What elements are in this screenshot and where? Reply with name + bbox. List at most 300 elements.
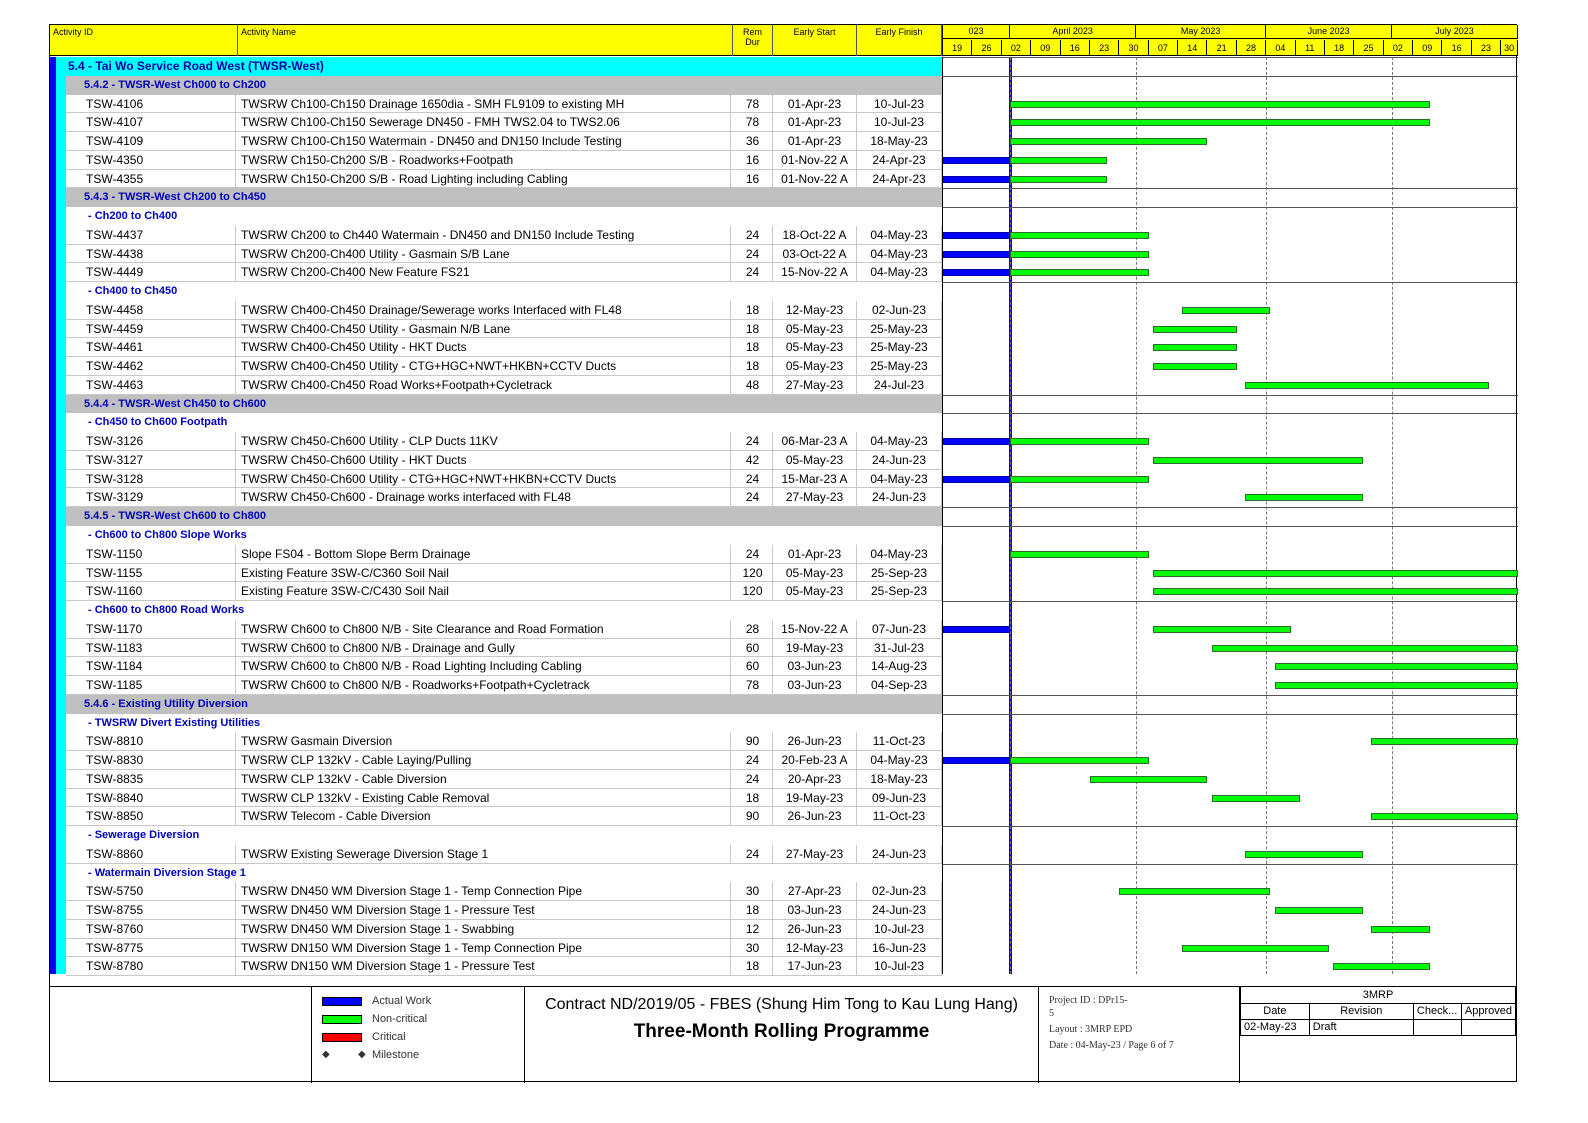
activity-finish: 24-Jun-23 <box>857 845 942 864</box>
activity-finish: 25-May-23 <box>857 338 942 357</box>
wbs-label: - Ch200 to Ch400 <box>88 210 178 223</box>
col-rem-dur[interactable]: Rem Dur <box>733 25 773 56</box>
activity-id: TSW-4350 <box>86 151 236 170</box>
activity-dur: 24 <box>733 751 773 770</box>
activity-name: TWSRW DN450 WM Diversion Stage 1 - Temp Connection Pipe <box>241 882 731 901</box>
noncritical-bar[interactable] <box>1010 476 1149 483</box>
actual-swatch <box>322 997 362 1006</box>
noncritical-bar[interactable] <box>1010 251 1149 258</box>
noncritical-bar[interactable] <box>1153 326 1237 333</box>
noncritical-bar[interactable] <box>1153 363 1237 370</box>
activity-name: Slope FS04 - Bottom Slope Berm Drainage <box>241 545 731 564</box>
activity-row[interactable] <box>66 470 942 489</box>
week-label: 14 <box>1178 40 1207 56</box>
month-gridline <box>1266 57 1267 974</box>
actual-work-bar[interactable] <box>943 757 1010 764</box>
activity-dur: 90 <box>733 807 773 826</box>
activity-finish: 04-May-23 <box>857 751 942 770</box>
activity-row[interactable] <box>66 263 942 282</box>
activity-start: 17-Jun-23 <box>773 957 857 976</box>
actual-work-bar[interactable] <box>943 232 1010 239</box>
activity-row[interactable] <box>66 957 942 976</box>
rev-approved <box>1461 1019 1515 1035</box>
activity-start: 01-Apr-23 <box>773 132 857 151</box>
activity-id: TSW-3129 <box>86 488 236 507</box>
activity-id: TSW-8830 <box>86 751 236 770</box>
noncritical-bar[interactable] <box>1275 682 1518 689</box>
wbs-label: - Watermain Diversion Stage 1 <box>88 866 246 879</box>
activity-id: TSW-4106 <box>86 95 236 114</box>
week-label: 23 <box>1472 40 1501 56</box>
activity-finish: 24-Jul-23 <box>857 376 942 395</box>
activity-id: TSW-1155 <box>86 564 236 583</box>
activity-name: Existing Feature 3SW-C/C430 Soil Nail <box>241 582 731 601</box>
activity-row[interactable] <box>66 95 942 114</box>
activity-id: TSW-8835 <box>86 770 236 789</box>
activity-row[interactable] <box>66 451 942 470</box>
noncritical-swatch <box>322 1015 362 1024</box>
activity-row[interactable] <box>66 564 942 583</box>
activity-row[interactable] <box>66 845 942 864</box>
month-label: 023 <box>943 25 1010 39</box>
activity-start: 01-Nov-22 A <box>773 170 857 189</box>
activity-id: TSW-4449 <box>86 263 236 282</box>
activity-name: TWSRW Ch450-Ch600 - Drainage works interfaced with FL48 <box>241 488 731 507</box>
activity-finish: 11-Oct-23 <box>857 807 942 826</box>
week-label: 09 <box>1413 40 1442 56</box>
activity-row[interactable] <box>66 657 942 676</box>
actual-work-bar[interactable] <box>943 269 1010 276</box>
activity-dur: 90 <box>733 732 773 751</box>
wbs-band-level3[interactable] <box>66 526 942 545</box>
wbs-label: - Ch450 to Ch600 Footpath <box>88 416 228 429</box>
activity-row[interactable] <box>66 732 942 751</box>
activity-finish: 18-May-23 <box>857 132 942 151</box>
noncritical-bar[interactable] <box>1212 645 1518 652</box>
activity-id: TSW-4458 <box>86 301 236 320</box>
noncritical-bar[interactable] <box>1010 438 1149 445</box>
activity-dur: 24 <box>733 226 773 245</box>
noncritical-bar[interactable] <box>1245 851 1363 858</box>
activity-dur: 18 <box>733 901 773 920</box>
activity-name: TWSRW Ch200-Ch400 New Feature FS21 <box>241 263 731 282</box>
activity-start: 26-Jun-23 <box>773 732 857 751</box>
title-block <box>525 987 1039 1083</box>
actual-work-bar[interactable] <box>943 626 1010 633</box>
activity-dur: 24 <box>733 245 773 264</box>
activity-start: 03-Oct-22 A <box>773 245 857 264</box>
wbs-label: - Ch600 to Ch800 Road Works <box>88 604 245 617</box>
noncritical-bar[interactable] <box>1090 776 1208 783</box>
activity-dur: 42 <box>733 451 773 470</box>
activity-id: TSW-4437 <box>86 226 236 245</box>
activity-row[interactable] <box>66 620 942 639</box>
activity-finish: 02-Jun-23 <box>857 882 942 901</box>
activity-start: 01-Apr-23 <box>773 545 857 564</box>
activity-start: 15-Mar-23 A <box>773 470 857 489</box>
actual-work-bar[interactable] <box>943 157 1010 164</box>
activity-start: 27-May-23 <box>773 376 857 395</box>
activity-row[interactable] <box>66 132 942 151</box>
activity-id: TSW-5750 <box>86 882 236 901</box>
activity-finish: 24-Apr-23 <box>857 170 942 189</box>
activity-start: 01-Nov-22 A <box>773 151 857 170</box>
activity-row[interactable] <box>66 357 942 376</box>
activity-dur: 24 <box>733 432 773 451</box>
info-block <box>1039 987 1240 1083</box>
activity-id: TSW-1184 <box>86 657 236 676</box>
activity-row[interactable] <box>66 901 942 920</box>
legend-milestone-label: Milestone <box>372 1049 420 1061</box>
activity-row[interactable] <box>66 245 942 264</box>
activity-finish: 24-Apr-23 <box>857 151 942 170</box>
month-gridline <box>1392 57 1393 974</box>
rev-revision: Draft <box>1309 1019 1413 1035</box>
activity-row[interactable] <box>66 376 942 395</box>
noncritical-bar[interactable] <box>1182 307 1270 314</box>
noncritical-bar[interactable] <box>1245 382 1488 389</box>
activity-dur: 28 <box>733 620 773 639</box>
band-separator <box>943 57 1518 58</box>
activity-start: 27-Apr-23 <box>773 882 857 901</box>
noncritical-bar[interactable] <box>1182 945 1329 952</box>
week-label: 04 <box>1266 40 1295 56</box>
activity-start: 06-Mar-23 A <box>773 432 857 451</box>
legend-critical-label: Critical <box>372 1031 406 1043</box>
contract-title: Contract ND/2019/05 - FBES (Shung Him Tong to Kau Lung Hang) <box>545 996 1018 1013</box>
activity-name: TWSRW Ch400-Ch450 Utility - HKT Ducts <box>241 338 731 357</box>
activity-id: TSW-1160 <box>86 582 236 601</box>
activity-finish: 04-May-23 <box>857 545 942 564</box>
activity-dur: 30 <box>733 939 773 958</box>
activity-start: 12-May-23 <box>773 939 857 958</box>
week-label: 16 <box>1442 40 1471 56</box>
activity-dur: 36 <box>733 132 773 151</box>
activity-name: TWSRW Gasmain Diversion <box>241 732 731 751</box>
band-separator <box>943 395 1518 396</box>
activity-name: TWSRW Telecom - Cable Diversion <box>241 807 731 826</box>
revision-table <box>1240 987 1516 1036</box>
activity-dur: 18 <box>733 320 773 339</box>
band-separator <box>943 507 1518 508</box>
activity-start: 26-Jun-23 <box>773 920 857 939</box>
noncritical-bar[interactable] <box>1371 738 1518 745</box>
activity-id: TSW-1170 <box>86 620 236 639</box>
wbs-band-level3[interactable] <box>66 864 942 883</box>
activity-name: TWSRW CLP 132kV - Existing Cable Removal <box>241 789 731 808</box>
week-label: 23 <box>1090 40 1119 56</box>
activity-start: 15-Nov-22 A <box>773 620 857 639</box>
activity-id: TSW-4109 <box>86 132 236 151</box>
activity-name: TWSRW Ch450-Ch600 Utility - CTG+HGC+NWT+HKBN+CCTV Ducts <box>241 470 731 489</box>
band-separator <box>943 714 1518 715</box>
activity-start: 20-Apr-23 <box>773 770 857 789</box>
week-label: 30 <box>1119 40 1148 56</box>
wbs-label: - Ch400 to Ch450 <box>88 285 178 298</box>
activity-name: TWSRW CLP 132kV - Cable Laying/Pulling <box>241 751 731 770</box>
activity-dur: 48 <box>733 376 773 395</box>
noncritical-bar[interactable] <box>1010 157 1107 164</box>
noncritical-bar[interactable] <box>1153 457 1363 464</box>
wbs-label: - Ch600 to Ch800 Slope Works <box>88 529 247 541</box>
week-label: 21 <box>1207 40 1236 56</box>
col-early-finish[interactable]: Early Finish <box>857 25 942 56</box>
activity-row[interactable] <box>66 301 942 320</box>
wbs-label: - TWSRW Divert Existing Utilities <box>88 716 261 729</box>
band-separator <box>943 207 1518 208</box>
band-separator <box>943 601 1518 602</box>
activity-name: Existing Feature 3SW-C/C360 Soil Nail <box>241 564 731 583</box>
activity-finish: 10-Jul-23 <box>857 113 942 132</box>
activity-dur: 16 <box>733 170 773 189</box>
activity-row[interactable] <box>66 320 942 339</box>
band-separator <box>943 188 1518 189</box>
activity-id: TSW-1183 <box>86 639 236 658</box>
noncritical-bar[interactable] <box>1371 926 1430 933</box>
activity-dur: 78 <box>733 95 773 114</box>
col-activity-id[interactable]: Activity ID <box>50 25 238 56</box>
noncritical-bar[interactable] <box>1333 963 1430 970</box>
activity-name: TWSRW DN450 WM Diversion Stage 1 - Pressure Test <box>241 901 731 920</box>
activity-name: TWSRW Ch100-Ch150 Sewerage DN450 - FMH TWS2.04 to TWS2.06 <box>241 113 731 132</box>
activity-dur: 18 <box>733 301 773 320</box>
activity-finish: 18-May-23 <box>857 770 942 789</box>
activity-dur: 18 <box>733 957 773 976</box>
schedule-sheet <box>49 24 1517 1082</box>
band-separator <box>943 413 1518 414</box>
activity-start: 26-Jun-23 <box>773 807 857 826</box>
activity-name: TWSRW Ch200-Ch400 Utility - Gasmain S/B Lane <box>241 245 731 264</box>
activity-finish: 04-May-23 <box>857 470 942 489</box>
activity-name: TWSRW Ch450-Ch600 Utility - HKT Ducts <box>241 451 731 470</box>
activity-start: 03-Jun-23 <box>773 901 857 920</box>
activity-finish: 04-May-23 <box>857 245 942 264</box>
activity-name: TWSRW Ch600 to Ch800 N/B - Roadworks+Footpath+Cycletrack <box>241 676 731 695</box>
band-separator <box>943 76 1518 77</box>
noncritical-bar[interactable] <box>1119 888 1270 895</box>
activity-start: 05-May-23 <box>773 320 857 339</box>
programme-title: Three-Month Rolling Programme <box>633 1021 930 1042</box>
activity-dur: 24 <box>733 470 773 489</box>
activity-finish: 10-Jul-23 <box>857 957 942 976</box>
activity-dur: 24 <box>733 263 773 282</box>
activity-dur: 78 <box>733 676 773 695</box>
activity-id: TSW-8755 <box>86 901 236 920</box>
wbs-band-level3[interactable] <box>66 282 942 301</box>
noncritical-bar[interactable] <box>1153 570 1518 577</box>
activity-finish: 02-Jun-23 <box>857 301 942 320</box>
activity-row[interactable] <box>66 170 942 189</box>
activity-finish: 07-Jun-23 <box>857 620 942 639</box>
activity-start: 20-Feb-23 A <box>773 751 857 770</box>
activity-id: TSW-8760 <box>86 920 236 939</box>
activity-row[interactable] <box>66 751 942 770</box>
wbs-band-level3[interactable] <box>66 207 942 226</box>
month-gridline <box>1010 57 1011 974</box>
activity-id: TSW-3126 <box>86 432 236 451</box>
activity-name: TWSRW Ch200 to Ch440 Watermain - DN450 and DN150 Include Testing <box>241 226 731 245</box>
wbs-band-level3[interactable] <box>66 714 942 733</box>
activity-dur: 78 <box>733 113 773 132</box>
week-label: 28 <box>1237 40 1266 56</box>
activity-start: 19-May-23 <box>773 789 857 808</box>
footer <box>50 986 1516 1082</box>
activity-row[interactable] <box>66 770 942 789</box>
activity-finish: 10-Jul-23 <box>857 920 942 939</box>
activity-start: 05-May-23 <box>773 451 857 470</box>
activity-finish: 14-Aug-23 <box>857 657 942 676</box>
wbs-band-level2[interactable] <box>66 395 942 414</box>
activity-name: TWSRW Ch400-Ch450 Utility - Gasmain N/B Lane <box>241 320 731 339</box>
critical-swatch <box>322 1033 362 1042</box>
noncritical-bar[interactable] <box>1010 232 1149 239</box>
wbs-band-level2[interactable] <box>66 188 942 207</box>
wbs-band-level1[interactable] <box>56 57 942 76</box>
activity-finish: 04-May-23 <box>857 432 942 451</box>
rev-col-date: Date <box>1241 1003 1310 1019</box>
wbs-band-level3[interactable] <box>66 413 942 432</box>
activity-name: TWSRW Ch400-Ch450 Utility - CTG+HGC+NWT+HKBN+CCTV Ducts <box>241 357 731 376</box>
activity-row[interactable] <box>66 789 942 808</box>
activity-id: TSW-4107 <box>86 113 236 132</box>
activity-id: TSW-8810 <box>86 732 236 751</box>
activity-start: 03-Jun-23 <box>773 657 857 676</box>
noncritical-bar[interactable] <box>1010 138 1207 145</box>
week-label: 16 <box>1061 40 1090 56</box>
activity-start: 05-May-23 <box>773 564 857 583</box>
wbs-band-level3[interactable] <box>66 826 942 845</box>
noncritical-bar[interactable] <box>1010 757 1149 764</box>
activity-row[interactable] <box>66 920 942 939</box>
layout-name: Layout : 3MRP EPD <box>1049 1024 1133 1035</box>
activity-row[interactable] <box>66 807 942 826</box>
activity-name: TWSRW Ch600 to Ch800 N/B - Road Lighting Including Cabling <box>241 657 731 676</box>
activity-row[interactable] <box>66 432 942 451</box>
month-label: July 2023 <box>1392 25 1518 39</box>
activity-row[interactable] <box>66 639 942 658</box>
activity-finish: 31-Jul-23 <box>857 639 942 658</box>
actual-work-bar[interactable] <box>943 176 1010 183</box>
noncritical-bar[interactable] <box>1010 551 1149 558</box>
activity-id: TSW-4463 <box>86 376 236 395</box>
noncritical-bar[interactable] <box>1153 344 1237 351</box>
wbs-band-level2[interactable] <box>66 507 942 526</box>
noncritical-bar[interactable] <box>1010 176 1107 183</box>
activity-name: TWSRW Ch100-Ch150 Watermain - DN450 and DN150 Include Testing <box>241 132 731 151</box>
activity-name: TWSRW Ch600 to Ch800 N/B - Drainage and Gully <box>241 639 731 658</box>
activity-finish: 04-May-23 <box>857 226 942 245</box>
noncritical-bar[interactable] <box>1153 588 1518 595</box>
actual-work-bar[interactable] <box>943 251 1010 258</box>
activity-id: TSW-8775 <box>86 939 236 958</box>
activity-dur: 24 <box>733 845 773 864</box>
activity-id: TSW-1185 <box>86 676 236 695</box>
activity-start: 27-May-23 <box>773 488 857 507</box>
week-label: 11 <box>1296 40 1325 56</box>
band-separator <box>943 695 1518 696</box>
activity-start: 27-May-23 <box>773 845 857 864</box>
wbs-band-level3[interactable] <box>66 601 942 620</box>
month-gridline <box>1136 57 1137 974</box>
project-id: Project ID : DPr15- <box>1049 995 1128 1006</box>
activity-start: 05-May-23 <box>773 582 857 601</box>
actual-work-bar[interactable] <box>943 438 1010 445</box>
wbs-band-level2[interactable] <box>66 76 942 95</box>
activity-start: 01-Apr-23 <box>773 95 857 114</box>
table-header <box>50 25 942 56</box>
activity-finish: 04-Sep-23 <box>857 676 942 695</box>
activity-finish: 24-Jun-23 <box>857 451 942 470</box>
activity-start: 05-May-23 <box>773 357 857 376</box>
activity-row[interactable] <box>66 582 942 601</box>
activity-name: TWSRW CLP 132kV - Cable Diversion <box>241 770 731 789</box>
activity-start: 18-Oct-22 A <box>773 226 857 245</box>
print-date: Date : 04-May-23 / Page 6 of 7 <box>1049 1040 1174 1051</box>
activity-row[interactable] <box>66 939 942 958</box>
activity-id: TSW-1150 <box>86 545 236 564</box>
activity-name: TWSRW DN150 WM Diversion Stage 1 - Pressure Test <box>241 957 731 976</box>
noncritical-bar[interactable] <box>1371 813 1518 820</box>
noncritical-bar[interactable] <box>1010 269 1149 276</box>
activity-id: TSW-8840 <box>86 789 236 808</box>
activity-finish: 04-May-23 <box>857 263 942 282</box>
activity-finish: 25-Sep-23 <box>857 564 942 583</box>
activity-row[interactable] <box>66 151 942 170</box>
rev-date: 02-May-23 <box>1241 1019 1310 1035</box>
actual-work-bar[interactable] <box>943 476 1010 483</box>
activity-name: TWSRW Ch400-Ch450 Road Works+Footpath+Cycletrack <box>241 376 731 395</box>
activity-row[interactable] <box>66 113 942 132</box>
activity-id: TSW-4438 <box>86 245 236 264</box>
col-early-start[interactable]: Early Start <box>773 25 857 56</box>
activity-row[interactable] <box>66 226 942 245</box>
activity-dur: 18 <box>733 357 773 376</box>
wbs-label: - Sewerage Diversion <box>88 829 200 842</box>
noncritical-bar[interactable] <box>1245 494 1363 501</box>
noncritical-bar[interactable] <box>1275 907 1363 914</box>
activity-name: TWSRW DN450 WM Diversion Stage 1 - Swabbing <box>241 920 731 939</box>
activity-start: 15-Nov-22 A <box>773 263 857 282</box>
project-id-cont: 5 <box>1049 1008 1054 1019</box>
activity-name: TWSRW Ch150-Ch200 S/B - Roadworks+Footpath <box>241 151 731 170</box>
noncritical-bar[interactable] <box>1212 795 1300 802</box>
activity-row[interactable] <box>66 676 942 695</box>
month-label: May 2023 <box>1136 25 1266 39</box>
noncritical-bar[interactable] <box>1275 663 1518 670</box>
band-separator <box>943 526 1518 527</box>
noncritical-bar[interactable] <box>1153 626 1292 633</box>
activity-row[interactable] <box>66 545 942 564</box>
activity-start: 12-May-23 <box>773 301 857 320</box>
noncritical-bar[interactable] <box>1010 101 1430 108</box>
noncritical-bar[interactable] <box>1010 119 1430 126</box>
revision-block <box>1240 987 1516 1083</box>
wbs-band-level2[interactable] <box>66 695 942 714</box>
col-activity-name[interactable]: Activity Name <box>238 25 733 56</box>
activity-row[interactable] <box>66 338 942 357</box>
activity-row[interactable] <box>66 882 942 901</box>
revision-title: 3MRP <box>1241 987 1516 1003</box>
activity-finish: 24-Jun-23 <box>857 901 942 920</box>
activity-dur: 12 <box>733 920 773 939</box>
activity-dur: 16 <box>733 151 773 170</box>
activity-row[interactable] <box>66 488 942 507</box>
activity-dur: 18 <box>733 789 773 808</box>
activity-dur: 24 <box>733 770 773 789</box>
wbs-label: 5.4.3 - TWSR-West Ch200 to Ch450 <box>84 191 266 204</box>
band-separator <box>943 826 1518 827</box>
timeline-header <box>942 25 1517 56</box>
